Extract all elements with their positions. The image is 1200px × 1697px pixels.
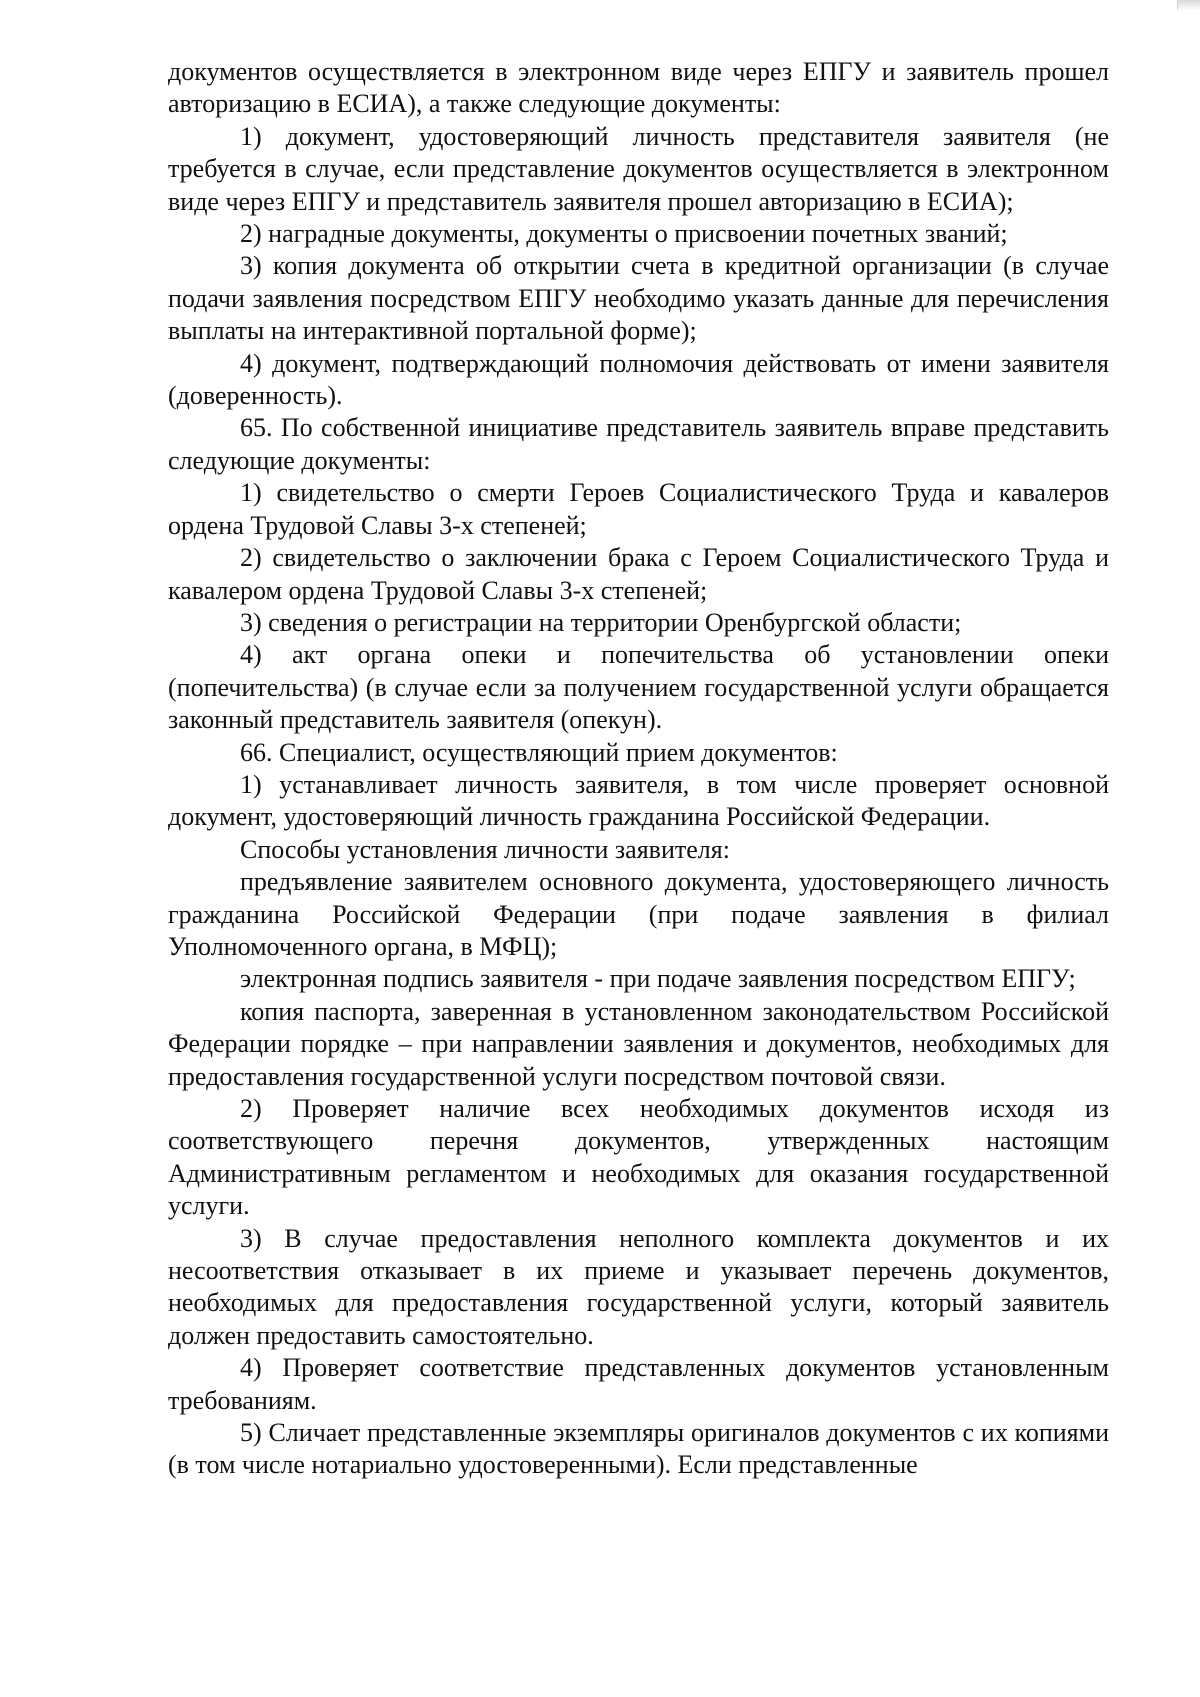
paragraph-66-item-4: 4) Проверяет соответствие представленных документов установленным требованиям.: [168, 1353, 1109, 1415]
document-body: [168, 56, 1109, 1482]
paragraph-item-2-award-documents: 2) наградные документы, документы о присвоении почетных званий;: [240, 219, 1008, 249]
paragraph-65-item-4: 4) акт органа опеки и попечительства об установлении опеки (попечительства) (в случае если за получением государственной услуги обращается законный представитель заявителя (опекун).: [168, 640, 1109, 735]
paragraph-65: 65. По собственной инициативе представитель заявитель вправе представить следующие документы:: [168, 413, 1109, 475]
paragraph-65-item-1: 1) свидетельство о смерти Героев Социалистического Труда и кавалеров ордена Трудовой Славы 3-х степеней;: [168, 478, 1109, 540]
paragraph-66-item-2: 2) Проверяет наличие всех необходимых документов исходя из соответствующего перечня документов, утвержденных настоящим Административным регламентом и необходимых для оказания государственной услуги.: [168, 1094, 1109, 1221]
paragraph-66-item-1: 1) устанавливает личность заявителя, в том числе проверяет основной документ, удостоверяющий личность гражданина Российской Федерации.: [168, 769, 1109, 832]
paragraph-item-3-bank-account: 3) копия документа об открытии счета в кредитной организации (в случае подачи заявления посредством ЕПГУ необходимо указать данные для перечисления выплаты на интерактивной портальной форме);: [168, 251, 1109, 346]
paragraph-method-passport: предъявление заявителем основного документа, удостоверяющего личность гражданина Российской Федерации (при подаче заявления в филиал Уполномоченного органа, в МФЦ);: [168, 867, 1109, 961]
paragraph-66-item-5: 5) Сличает представленные экземпляры оригиналов документов с их копиями (в том числе нотариально удостоверенными). Если представленные: [168, 1418, 1109, 1480]
paragraph-method-certified-copy: копия паспорта, заверенная в установленном законодательством Российской Федерации порядке – при направлении заявления и документов, необходимых для предоставления государственной услуги посредством почтовой связи.: [168, 996, 1109, 1091]
paragraph-65-item-3: 3) сведения о регистрации на территории Оренбургской области;: [240, 607, 962, 637]
paragraph-method-e-signature: электронная подпись заявителя - при подаче заявления посредством ЕПГУ;: [240, 964, 1076, 994]
paragraph-66: 66. Специалист, осуществляющий прием документов:: [240, 737, 838, 767]
paragraph-item-4-power-of-attorney: 4) документ, подтверждающий полномочия действовать от имени заявителя (доверенность).: [168, 348, 1109, 411]
paragraph-65-item-2: 2) свидетельство о заключении брака с Героем Социалистического Труда и кавалером ордена Трудовой Славы 3-х степеней;: [168, 543, 1109, 605]
paragraph-item-1-identity-document: 1) документ, удостоверяющий личность представителя заявителя (не требуется в случае, если представление документов осуществляется в электронном виде через ЕПГУ и представитель заявителя прошел авторизацию в ЕСИА);: [168, 121, 1109, 216]
paragraph-identification-methods: Способы установления личности заявителя:: [240, 834, 730, 864]
scan-corner-mark: [1177, 0, 1200, 10]
paragraph-continuation: документов осуществляется в электронном виде через ЕПГУ и заявитель прошел авторизацию в ЕСИА), а также следующие документы:: [168, 57, 1109, 119]
paragraph-66-item-3: 3) В случае предоставления неполного комплекта документов и их несоответствия отказывает в их приеме и указывает перечень документов, необходимых для предоставления государственной услуги, который заявитель должен предоставить самостоятельно.: [168, 1223, 1109, 1350]
